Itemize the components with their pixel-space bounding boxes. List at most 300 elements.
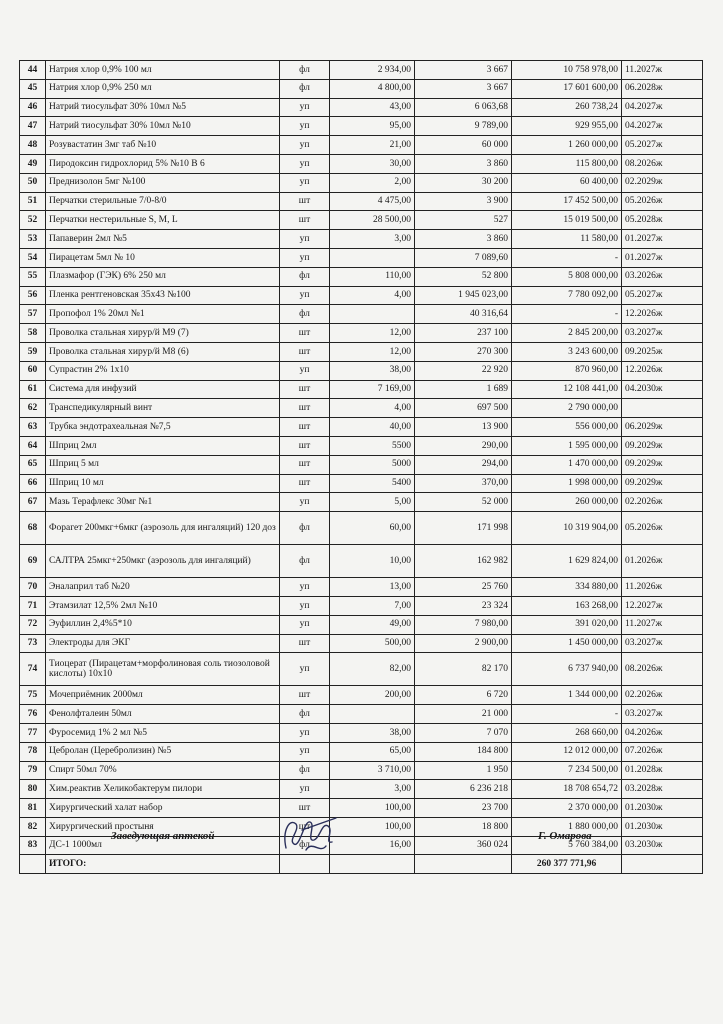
item-unit: уп xyxy=(280,173,330,192)
item-price: 25 760 xyxy=(415,578,512,597)
signatory-name: Г. Омарова xyxy=(538,830,592,842)
row-number: 53 xyxy=(20,230,46,249)
item-quantity: 30,00 xyxy=(330,154,415,173)
item-price: 527 xyxy=(415,211,512,230)
item-unit: фл xyxy=(280,267,330,286)
item-expiry: 05.2027ж xyxy=(622,136,703,155)
item-name: Проволка стальная хирур/й М9 (7) xyxy=(46,324,280,343)
signatory-position: Заведующая аптекой xyxy=(111,830,215,842)
row-number: 71 xyxy=(20,596,46,615)
item-sum: 15 019 500,00 xyxy=(512,211,622,230)
item-expiry: 12.2026ж xyxy=(622,305,703,324)
item-quantity: 49,00 xyxy=(330,615,415,634)
item-name: Перчатки нестерильные S, M, L xyxy=(46,211,280,230)
item-expiry: 06.2028ж xyxy=(622,79,703,98)
table-row xyxy=(20,799,703,818)
item-price: 82 170 xyxy=(415,653,512,686)
row-number: 67 xyxy=(20,493,46,512)
item-sum: - xyxy=(512,248,622,267)
table-row xyxy=(20,98,703,117)
item-name: Плазмафор (ГЭК) 6% 250 мл xyxy=(46,267,280,286)
row-number: 78 xyxy=(20,742,46,761)
row-number: 68 xyxy=(20,512,46,545)
row-number: 76 xyxy=(20,705,46,724)
item-name: Шприц 5 мл xyxy=(46,455,280,474)
item-name: Фуросемид 1% 2 мл №5 xyxy=(46,723,280,742)
row-number: 72 xyxy=(20,615,46,634)
item-price: 1 945 023,00 xyxy=(415,286,512,305)
item-price: 3 667 xyxy=(415,79,512,98)
row-number: 73 xyxy=(20,634,46,653)
item-price: 360 024 xyxy=(415,836,512,855)
item-quantity: 7,00 xyxy=(330,596,415,615)
item-sum: 115 800,00 xyxy=(512,154,622,173)
item-sum: 5 760 384,00 xyxy=(512,836,622,855)
row-number: 65 xyxy=(20,455,46,474)
item-unit: уп xyxy=(280,615,330,634)
item-quantity: 200,00 xyxy=(330,686,415,705)
item-price: 23 700 xyxy=(415,799,512,818)
row-number: 60 xyxy=(20,361,46,380)
table-row xyxy=(20,493,703,512)
table-row xyxy=(20,474,703,493)
item-price: 3 667 xyxy=(415,61,512,80)
item-quantity: 21,00 xyxy=(330,136,415,155)
item-expiry: 01.2027ж xyxy=(622,230,703,249)
item-name: САЛТРА 25мкг+250мкг (аэрозоль для ингаляций) xyxy=(46,545,280,578)
item-name: Розувастатин 3мг таб №10 xyxy=(46,136,280,155)
item-expiry: 07.2026ж xyxy=(622,742,703,761)
item-price: 1 689 xyxy=(415,380,512,399)
item-quantity: 12,00 xyxy=(330,342,415,361)
item-unit: шт xyxy=(280,817,330,836)
item-name: Эуфиллин 2,4%5*10 xyxy=(46,615,280,634)
item-expiry: 12.2026ж xyxy=(622,361,703,380)
item-unit: уп xyxy=(280,742,330,761)
table-row xyxy=(20,578,703,597)
row-number: 62 xyxy=(20,399,46,418)
table-row xyxy=(20,634,703,653)
item-expiry: 04.2026ж xyxy=(622,723,703,742)
table-row xyxy=(20,61,703,80)
item-quantity xyxy=(330,248,415,267)
item-unit: уп xyxy=(280,154,330,173)
item-unit: шт xyxy=(280,474,330,493)
item-sum: 12 012 000,00 xyxy=(512,742,622,761)
item-price: 184 800 xyxy=(415,742,512,761)
table-row xyxy=(20,173,703,192)
table-row xyxy=(20,455,703,474)
item-quantity: 5,00 xyxy=(330,493,415,512)
row-number: 59 xyxy=(20,342,46,361)
table-row xyxy=(20,596,703,615)
item-name: Хирургический халат набор xyxy=(46,799,280,818)
item-expiry: 09.2029ж xyxy=(622,436,703,455)
item-unit: шт xyxy=(280,455,330,474)
item-name: Натрия хлор 0,9% 100 мл xyxy=(46,61,280,80)
item-sum: 1 880 000,00 xyxy=(512,817,622,836)
item-sum: 17 452 500,00 xyxy=(512,192,622,211)
total-sum: 260 377 771,96 xyxy=(512,855,622,874)
item-name: Эналаприл таб №20 xyxy=(46,578,280,597)
item-quantity: 5400 xyxy=(330,474,415,493)
item-sum: 2 790 000,00 xyxy=(512,399,622,418)
item-name: Электроды для ЭКГ xyxy=(46,634,280,653)
item-unit: уп xyxy=(280,723,330,742)
item-name: Мазь Терафлекс 30мг №1 xyxy=(46,493,280,512)
item-sum: 929 955,00 xyxy=(512,117,622,136)
row-number: 83 xyxy=(20,836,46,855)
item-name: Фенолфталеин 50мл xyxy=(46,705,280,724)
table-row xyxy=(20,286,703,305)
item-expiry: 03.2026ж xyxy=(622,267,703,286)
item-sum: 556 000,00 xyxy=(512,418,622,437)
item-unit: фл xyxy=(280,512,330,545)
row-number: 45 xyxy=(20,79,46,98)
item-price: 22 920 xyxy=(415,361,512,380)
item-quantity: 16,00 xyxy=(330,836,415,855)
item-unit: шт xyxy=(280,686,330,705)
item-quantity: 38,00 xyxy=(330,723,415,742)
row-number: 48 xyxy=(20,136,46,155)
item-unit: шт xyxy=(280,399,330,418)
item-name: Супрастин 2% 1х10 xyxy=(46,361,280,380)
item-sum: 163 268,00 xyxy=(512,596,622,615)
item-sum: 60 400,00 xyxy=(512,173,622,192)
item-quantity xyxy=(330,305,415,324)
item-price: 60 000 xyxy=(415,136,512,155)
item-name: Натрий тиосульфат 30% 10мл №10 xyxy=(46,117,280,136)
row-number: 82 xyxy=(20,817,46,836)
item-sum: 12 108 441,00 xyxy=(512,380,622,399)
table-row xyxy=(20,305,703,324)
item-expiry: 05.2028ж xyxy=(622,211,703,230)
item-expiry: 03.2027ж xyxy=(622,324,703,343)
item-expiry: 04.2027ж xyxy=(622,117,703,136)
item-quantity: 10,00 xyxy=(330,545,415,578)
item-price: 7 089,60 xyxy=(415,248,512,267)
row-number: 47 xyxy=(20,117,46,136)
item-quantity: 82,00 xyxy=(330,653,415,686)
item-expiry: 11.2027ж xyxy=(622,61,703,80)
table-row xyxy=(20,723,703,742)
row-number: 66 xyxy=(20,474,46,493)
item-price: 3 860 xyxy=(415,154,512,173)
item-price: 270 300 xyxy=(415,342,512,361)
item-quantity: 500,00 xyxy=(330,634,415,653)
item-expiry: 08.2026ж xyxy=(622,154,703,173)
item-sum: 1 450 000,00 xyxy=(512,634,622,653)
item-sum: 5 808 000,00 xyxy=(512,267,622,286)
row-number: 77 xyxy=(20,723,46,742)
item-name: Форагет 200мкг+6мкг (аэрозоль для ингаляций) 120 доз xyxy=(46,512,280,545)
item-expiry: 03.2028ж xyxy=(622,780,703,799)
item-price: 52 800 xyxy=(415,267,512,286)
item-expiry: 05.2026ж xyxy=(622,192,703,211)
table-row xyxy=(20,154,703,173)
table-row xyxy=(20,361,703,380)
item-quantity: 95,00 xyxy=(330,117,415,136)
table-row xyxy=(20,545,703,578)
item-name: Транспедикулярный винт xyxy=(46,399,280,418)
item-name: Хирургический простыня xyxy=(46,817,280,836)
item-sum: 1 470 000,00 xyxy=(512,455,622,474)
item-expiry: 05.2027ж xyxy=(622,286,703,305)
item-expiry: 01.2030ж xyxy=(622,799,703,818)
table-row xyxy=(20,686,703,705)
item-quantity: 2,00 xyxy=(330,173,415,192)
table-row xyxy=(20,117,703,136)
item-sum: 268 660,00 xyxy=(512,723,622,742)
item-unit: фл xyxy=(280,61,330,80)
item-name: Преднизолон 5мг №100 xyxy=(46,173,280,192)
item-name: Пирацетам 5мл № 10 xyxy=(46,248,280,267)
row-number: 70 xyxy=(20,578,46,597)
item-quantity: 5500 xyxy=(330,436,415,455)
item-sum: 870 960,00 xyxy=(512,361,622,380)
row-number: 50 xyxy=(20,173,46,192)
item-quantity: 13,00 xyxy=(330,578,415,597)
item-quantity: 4 475,00 xyxy=(330,192,415,211)
item-quantity xyxy=(330,705,415,724)
row-number: 79 xyxy=(20,761,46,780)
item-name: Пропофол 1% 20мл №1 xyxy=(46,305,280,324)
item-quantity: 110,00 xyxy=(330,267,415,286)
item-name: Проволка стальная хирур/й М8 (6) xyxy=(46,342,280,361)
table-row xyxy=(20,418,703,437)
item-price: 7 980,00 xyxy=(415,615,512,634)
item-quantity: 2 934,00 xyxy=(330,61,415,80)
item-name: Цебролан (Церебролизин) №5 xyxy=(46,742,280,761)
table-row xyxy=(20,615,703,634)
table-row xyxy=(20,380,703,399)
item-sum: 1 998 000,00 xyxy=(512,474,622,493)
item-expiry: 05.2026ж xyxy=(622,512,703,545)
row-number: 54 xyxy=(20,248,46,267)
row-number: 61 xyxy=(20,380,46,399)
item-name: Натрий тиосульфат 30% 10мл №5 xyxy=(46,98,280,117)
row-number: 52 xyxy=(20,211,46,230)
item-sum: 11 580,00 xyxy=(512,230,622,249)
item-sum: 10 758 978,00 xyxy=(512,61,622,80)
item-price: 40 316,64 xyxy=(415,305,512,324)
table-row xyxy=(20,136,703,155)
item-unit: фл xyxy=(280,305,330,324)
item-unit: шт xyxy=(280,324,330,343)
item-sum: - xyxy=(512,705,622,724)
item-name: Пленка рентгеновская 35х43 №100 xyxy=(46,286,280,305)
item-expiry: 09.2025ж xyxy=(622,342,703,361)
item-name: Тиоцерат (Пирацетам+морфолиновая соль тиозоловой кислоты) 10х10 xyxy=(46,653,280,686)
item-name: ДС-1 1000мл xyxy=(46,836,280,855)
item-price: 21 000 xyxy=(415,705,512,724)
item-price: 290,00 xyxy=(415,436,512,455)
row-number: 80 xyxy=(20,780,46,799)
table-row xyxy=(20,230,703,249)
item-quantity: 12,00 xyxy=(330,324,415,343)
item-price: 370,00 xyxy=(415,474,512,493)
table-row xyxy=(20,436,703,455)
table-row xyxy=(20,248,703,267)
total-label: ИТОГО: xyxy=(46,855,280,874)
item-unit: уп xyxy=(280,286,330,305)
item-expiry: 09.2029ж xyxy=(622,474,703,493)
item-quantity: 4 800,00 xyxy=(330,79,415,98)
item-unit: уп xyxy=(280,98,330,117)
row-number: 58 xyxy=(20,324,46,343)
item-name: Шприц 2мл xyxy=(46,436,280,455)
item-name: Система для инфузий xyxy=(46,380,280,399)
item-expiry: 03.2027ж xyxy=(622,705,703,724)
row-number: 57 xyxy=(20,305,46,324)
item-unit: шт xyxy=(280,799,330,818)
item-price: 294,00 xyxy=(415,455,512,474)
item-quantity: 4,00 xyxy=(330,286,415,305)
item-expiry: 01.2028ж xyxy=(622,761,703,780)
total-row xyxy=(20,855,703,874)
table-row xyxy=(20,705,703,724)
table-row xyxy=(20,211,703,230)
item-sum: 1 260 000,00 xyxy=(512,136,622,155)
item-name: Пиродоксин гидрохлорид 5% №10 В 6 xyxy=(46,154,280,173)
item-quantity: 100,00 xyxy=(330,799,415,818)
item-quantity: 3,00 xyxy=(330,230,415,249)
item-expiry: 02.2026ж xyxy=(622,686,703,705)
item-expiry xyxy=(622,399,703,418)
item-sum: 18 708 654,72 xyxy=(512,780,622,799)
item-unit: уп xyxy=(280,653,330,686)
table-row xyxy=(20,324,703,343)
row-number: 44 xyxy=(20,61,46,80)
item-sum: 260 738,24 xyxy=(512,98,622,117)
item-name: Этамзилат 12,5% 2мл №10 xyxy=(46,596,280,615)
item-name: Спирт 50мл 70% xyxy=(46,761,280,780)
item-name: Шприц 10 мл xyxy=(46,474,280,493)
row-number: 63 xyxy=(20,418,46,437)
item-expiry: 01.2030ж xyxy=(622,817,703,836)
item-sum: 1 595 000,00 xyxy=(512,436,622,455)
item-unit: фл xyxy=(280,761,330,780)
item-expiry: 06.2029ж xyxy=(622,418,703,437)
item-expiry: 02.2026ж xyxy=(622,493,703,512)
item-expiry: 12.2027ж xyxy=(622,596,703,615)
item-sum: - xyxy=(512,305,622,324)
item-quantity: 100,00 xyxy=(330,817,415,836)
item-expiry: 04.2030ж xyxy=(622,380,703,399)
item-unit: фл xyxy=(280,545,330,578)
item-price: 23 324 xyxy=(415,596,512,615)
item-unit: уп xyxy=(280,578,330,597)
table-row xyxy=(20,780,703,799)
item-expiry: 01.2026ж xyxy=(622,545,703,578)
item-sum: 7 780 092,00 xyxy=(512,286,622,305)
item-unit: уп xyxy=(280,493,330,512)
item-sum: 1 344 000,00 xyxy=(512,686,622,705)
item-price: 2 900,00 xyxy=(415,634,512,653)
item-unit: шт xyxy=(280,192,330,211)
row-number: 81 xyxy=(20,799,46,818)
row-number: 55 xyxy=(20,267,46,286)
table-row xyxy=(20,342,703,361)
item-unit: фл xyxy=(280,836,330,855)
item-sum: 2 370 000,00 xyxy=(512,799,622,818)
item-price: 6 063,68 xyxy=(415,98,512,117)
row-number: 64 xyxy=(20,436,46,455)
item-unit: уп xyxy=(280,230,330,249)
item-name: Хим.реактив Хеликобактерум пилори xyxy=(46,780,280,799)
item-quantity: 40,00 xyxy=(330,418,415,437)
item-price: 6 236 218 xyxy=(415,780,512,799)
item-name: Мочеприёмник 2000мл xyxy=(46,686,280,705)
table-row xyxy=(20,761,703,780)
row-number: 51 xyxy=(20,192,46,211)
item-unit: шт xyxy=(280,211,330,230)
item-name: Трубка эндотрахеальная №7,5 xyxy=(46,418,280,437)
item-quantity: 4,00 xyxy=(330,399,415,418)
item-price: 18 800 xyxy=(415,817,512,836)
item-quantity: 38,00 xyxy=(330,361,415,380)
table-row xyxy=(20,79,703,98)
item-price: 9 789,00 xyxy=(415,117,512,136)
row-number: 49 xyxy=(20,154,46,173)
table-row xyxy=(20,399,703,418)
item-price: 3 900 xyxy=(415,192,512,211)
item-sum: 6 737 940,00 xyxy=(512,653,622,686)
item-quantity: 7 169,00 xyxy=(330,380,415,399)
table-body xyxy=(20,61,703,855)
table-row xyxy=(20,267,703,286)
item-unit: уп xyxy=(280,136,330,155)
item-price: 237 100 xyxy=(415,324,512,343)
table-row xyxy=(20,192,703,211)
item-price: 162 982 xyxy=(415,545,512,578)
item-unit: шт xyxy=(280,418,330,437)
item-quantity: 28 500,00 xyxy=(330,211,415,230)
item-expiry: 03.2030ж xyxy=(622,836,703,855)
item-unit: уп xyxy=(280,117,330,136)
item-expiry: 08.2026ж xyxy=(622,653,703,686)
item-sum: 2 845 200,00 xyxy=(512,324,622,343)
item-expiry: 01.2027ж xyxy=(622,248,703,267)
table-row xyxy=(20,653,703,686)
item-sum: 7 234 500,00 xyxy=(512,761,622,780)
item-quantity: 60,00 xyxy=(330,512,415,545)
item-unit: уп xyxy=(280,596,330,615)
item-price: 6 720 xyxy=(415,686,512,705)
item-expiry: 04.2027ж xyxy=(622,98,703,117)
item-expiry: 11.2026ж xyxy=(622,578,703,597)
item-sum: 334 880,00 xyxy=(512,578,622,597)
item-unit: фл xyxy=(280,79,330,98)
inventory-table xyxy=(19,60,703,874)
item-unit: уп xyxy=(280,361,330,380)
row-number: 69 xyxy=(20,545,46,578)
item-quantity: 43,00 xyxy=(330,98,415,117)
item-expiry: 09.2029ж xyxy=(622,455,703,474)
item-price: 697 500 xyxy=(415,399,512,418)
item-price: 7 070 xyxy=(415,723,512,742)
table-row xyxy=(20,742,703,761)
item-quantity: 3 710,00 xyxy=(330,761,415,780)
item-sum: 391 020,00 xyxy=(512,615,622,634)
item-unit: шт xyxy=(280,380,330,399)
item-expiry: 03.2027ж xyxy=(622,634,703,653)
item-price: 3 860 xyxy=(415,230,512,249)
item-sum: 3 243 600,00 xyxy=(512,342,622,361)
item-unit: шт xyxy=(280,436,330,455)
table-row xyxy=(20,512,703,545)
item-price: 52 000 xyxy=(415,493,512,512)
